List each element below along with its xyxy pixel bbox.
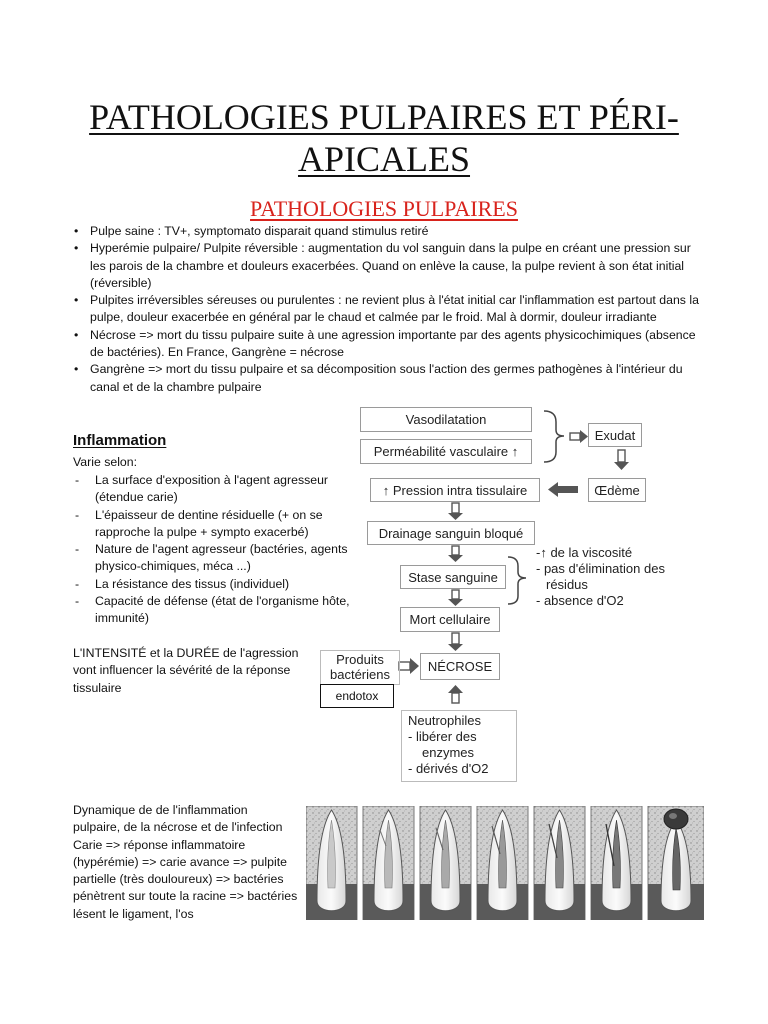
box-neutrophiles (401, 710, 517, 782)
box-produits-bacteriens (320, 650, 400, 685)
inflammation-intro: Varie selon: (73, 455, 138, 469)
factor-item: - La résistance des tissus (individuel) (73, 576, 363, 593)
brace-right-top (544, 411, 564, 462)
section-title: PATHOLOGIES PULPAIRES (250, 196, 518, 221)
tooth-progression-illustration (306, 806, 704, 920)
box-pression: ↑ Pression intra tissulaire (370, 478, 540, 502)
tooth-panel-4 (477, 806, 528, 920)
stase-note: résidus (546, 577, 588, 592)
stase-notes (536, 545, 716, 609)
brace-stase-notes (508, 557, 526, 604)
title-line-2: APICALES (297, 139, 471, 179)
intensity-note: L'INTENSITÉ et la DURÉE de l'agression vont influencer la sévérité de la réponse tissulaire (73, 646, 299, 695)
arrow-to-exudat (570, 430, 588, 443)
arrow-drainage-stase (448, 546, 463, 562)
bullet-item: • Nécrose => mort du tissu pulpaire suite à une agression importante par des agents physicochimiques (absence de bactéries). En France, Gangrène = nécrose (74, 327, 704, 362)
factor-item: - L'épaisseur de dentine résiduelle (+ on se rapproche la pulpe + sympto exacerbé) (73, 507, 363, 542)
tooth-panel-5 (534, 806, 585, 920)
tooth-panel-2 (363, 806, 414, 920)
stase-note: - absence d'O2 (536, 593, 624, 608)
tooth-panel-7 (648, 806, 704, 920)
tooth-panel-1 (306, 806, 357, 920)
arrow-oedeme-pression (548, 482, 578, 497)
box-stase: Stase sanguine (400, 565, 506, 589)
arrow-produits-necrose (399, 658, 419, 674)
box-oedeme: Œdème (588, 478, 646, 502)
arrow-stase-mort (448, 590, 463, 606)
box-drainage: Drainage sanguin bloqué (367, 521, 535, 545)
title-line-1: PATHOLOGIES PULPAIRES ET PÉRI- (89, 97, 679, 137)
box-endotox: endotox (320, 684, 394, 708)
box-permeabilite: Perméabilité vasculaire ↑ (360, 439, 532, 464)
box-vasodilatation: Vasodilatation (360, 407, 532, 432)
neutro-item: - libérer des (408, 729, 477, 744)
tooth-panel-3 (420, 806, 471, 920)
bullet-item: • Pulpites irréversibles séreuses ou purulentes : ne revient plus à l'état initial car l'inflammation est partout dans la pulpe, douleur exacerbée en général par le chaud et calmée par le froid. Mal à dormir, douleur irradiante (74, 292, 704, 327)
arrow-exudat-oedeme (614, 450, 629, 470)
factor-item: - Nature de l'agent agresseur (bactéries, agents physico-chimiques, méca ...) (73, 541, 363, 576)
box-necrose: NÉCROSE (420, 653, 500, 680)
produits-line-2: bactériens (330, 667, 390, 682)
bullet-item: • Pulpe saine : TV+, symptomato disparait quand stimulus retiré (74, 223, 704, 240)
neutro-item: - dérivés d'O2 (408, 761, 489, 776)
neutrophiles-title: Neutrophiles (408, 713, 481, 728)
box-exudat: Exudat (588, 423, 642, 447)
stase-note: -↑ de la viscosité (536, 545, 633, 560)
inflammation-heading: Inflammation (73, 432, 167, 449)
dynamic-caption: Dynamique de de l'inflammation pulpaire, de la nécrose et de l'infection Carie => réponse inflammatoire (hypérémie) => carie avance => pulpite partielle (très douloureux) => bactéries pénètrent sur toute la racine => bactéries lésent le ligament, l'os (73, 803, 298, 921)
arrow-mort-necrose (448, 633, 463, 651)
factor-item: - Capacité de défense (état de l'organisme hôte, immunité) (73, 593, 363, 628)
box-mort-cellulaire: Mort cellulaire (400, 607, 500, 632)
arrow-pression-drainage (448, 503, 463, 520)
neutro-item: enzymes (422, 745, 475, 760)
factor-item: - La surface d'exposition à l'agent agresseur (étendue carie) (73, 472, 363, 507)
bullet-item: • Gangrène => mort du tissu pulpaire et sa décomposition sous l'action des germes pathogènes à l'intérieur du canal et de la chambre pulpaire (74, 361, 704, 396)
bullet-item: • Hyperémie pulpaire/ Pulpite réversible : augmentation du vol sanguin dans la pulpe en créant une pression sur les parois de la chambre et douleurs exacerbées. Quand on enlève la cause, la pulpe revient à son état initial (réversible) (74, 240, 704, 292)
produits-line-1: Produits (336, 652, 384, 667)
stase-note: - pas d'élimination des (536, 561, 665, 576)
tooth-panel-6 (591, 806, 642, 920)
arrow-neutrophiles-necrose (448, 685, 463, 703)
